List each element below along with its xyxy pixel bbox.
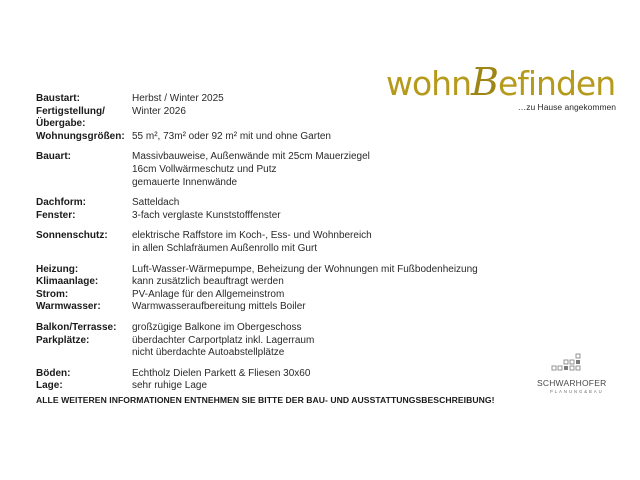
detail-label: Dachform: (36, 197, 87, 209)
detail-value-line: 55 m², 73m² oder 92 m² mit und ohne Garten (132, 130, 331, 142)
detail-label: Lage: (36, 380, 63, 392)
detail-label: Strom: (36, 288, 69, 300)
detail-value-line: Winter 2026 (132, 105, 186, 117)
detail-value (132, 264, 536, 277)
detail-value (132, 335, 536, 360)
detail-row-balkon (36, 322, 536, 335)
detail-list (36, 93, 536, 393)
logo-tagline: …zu Hause angekommen (517, 102, 616, 112)
detail-row-sonnenschutz (36, 230, 536, 255)
detail-row-parkplaetze (36, 335, 536, 360)
detail-value (132, 380, 536, 393)
detail-value-line: Luft-Wasser-Wärmepumpe, Beheizung der Wohnungen mit Fußbodenheizung (132, 263, 478, 275)
logo-word-start: wohn (386, 64, 472, 103)
logo-word-end: efinden (497, 64, 616, 103)
detail-label: Baustart: (36, 93, 80, 104)
detail-label: Warmwasser: (36, 301, 101, 313)
detail-value (132, 151, 536, 189)
detail-row-boeden (36, 368, 536, 381)
detail-value-line: gemauerte Innenwände (132, 176, 238, 188)
detail-value (132, 230, 536, 255)
detail-value (132, 131, 536, 144)
detail-row-warmwasser (36, 301, 536, 314)
detail-value-line: in allen Schlafräumen Außenrollo mit Gurt (132, 242, 318, 254)
detail-value (132, 368, 536, 381)
brand-subtitle: PLANUNG&BAU (550, 389, 604, 394)
detail-row-bauart (36, 151, 536, 189)
detail-row-klimaanlage (36, 276, 536, 289)
detail-label: Klimaanlage: (36, 276, 99, 288)
building-blocks-icon (551, 352, 583, 376)
detail-label: Sonnenschutz: (36, 230, 108, 242)
detail-value-line: nicht überdachte Autoabstellplätze (132, 347, 285, 359)
detail-value (132, 301, 536, 314)
detail-value (132, 289, 536, 302)
detail-value-line: sehr ruhige Lage (132, 380, 208, 392)
detail-row-lage (36, 380, 536, 393)
detail-row-heizung (36, 264, 536, 277)
detail-label: Böden: (36, 367, 71, 379)
detail-value-line: PV-Anlage für den Allgemeinstrom (132, 288, 285, 300)
detail-row-baustart (36, 93, 536, 106)
detail-label: Wohnungsgrößen: (36, 130, 125, 142)
detail-value (132, 197, 536, 210)
detail-label: Parkplätze: (36, 334, 90, 346)
detail-label: Heizung: (36, 263, 79, 275)
detail-row-wohnungsgroessen (36, 131, 536, 144)
detail-value (132, 93, 536, 106)
detail-row-fenster (36, 210, 536, 223)
detail-value (132, 276, 536, 289)
detail-value-line: überdachter Carportplatz inkl. Lagerraum (132, 334, 315, 346)
detail-value (132, 210, 536, 223)
detail-label: Fertigstellung/Übergabe: (36, 105, 105, 130)
logo-word-b: B (471, 60, 498, 104)
detail-value-line: Echtholz Dielen Parkett & Fliesen 30x60 (132, 367, 311, 379)
detail-value-line: Herbst / Winter 2025 (132, 93, 224, 104)
footer-note: ALLE WEITEREN INFORMATIONEN ENTNEHMEN SIE BITTE DER BAU- UND AUSSTATTUNGSBESCHREIBUNG! (36, 395, 495, 405)
detail-label: Balkon/Terrasse: (36, 321, 117, 333)
detail-value (132, 322, 536, 335)
detail-value-line: Massivbauweise, Außenwände mit 25cm Mauerziegel (132, 151, 370, 163)
detail-value-line: Satteldach (132, 197, 180, 209)
detail-value-line: Warmwasseraufbereitung mittels Boiler (132, 301, 306, 313)
detail-row-dachform (36, 197, 536, 210)
detail-value-line: großzügige Balkone im Obergeschoss (132, 321, 302, 333)
brand-name: SCHWARHOFER (537, 378, 607, 388)
schwarhofer-logo (537, 352, 617, 404)
detail-value-line: 3-fach verglaste Kunststofffenster (132, 209, 281, 221)
detail-label: Bauart: (36, 151, 72, 163)
detail-value-line: elektrische Raffstore im Koch-, Ess- und Wohnbereich (132, 230, 372, 242)
detail-value (132, 106, 536, 119)
detail-value-line: kann zusätzlich beauftragt werden (132, 276, 284, 288)
detail-row-strom (36, 289, 536, 302)
detail-row-fertigstellung (36, 106, 536, 131)
detail-value-line: 16cm Vollwärmeschutz und Putz (132, 163, 277, 175)
detail-label: Fenster: (36, 209, 76, 221)
